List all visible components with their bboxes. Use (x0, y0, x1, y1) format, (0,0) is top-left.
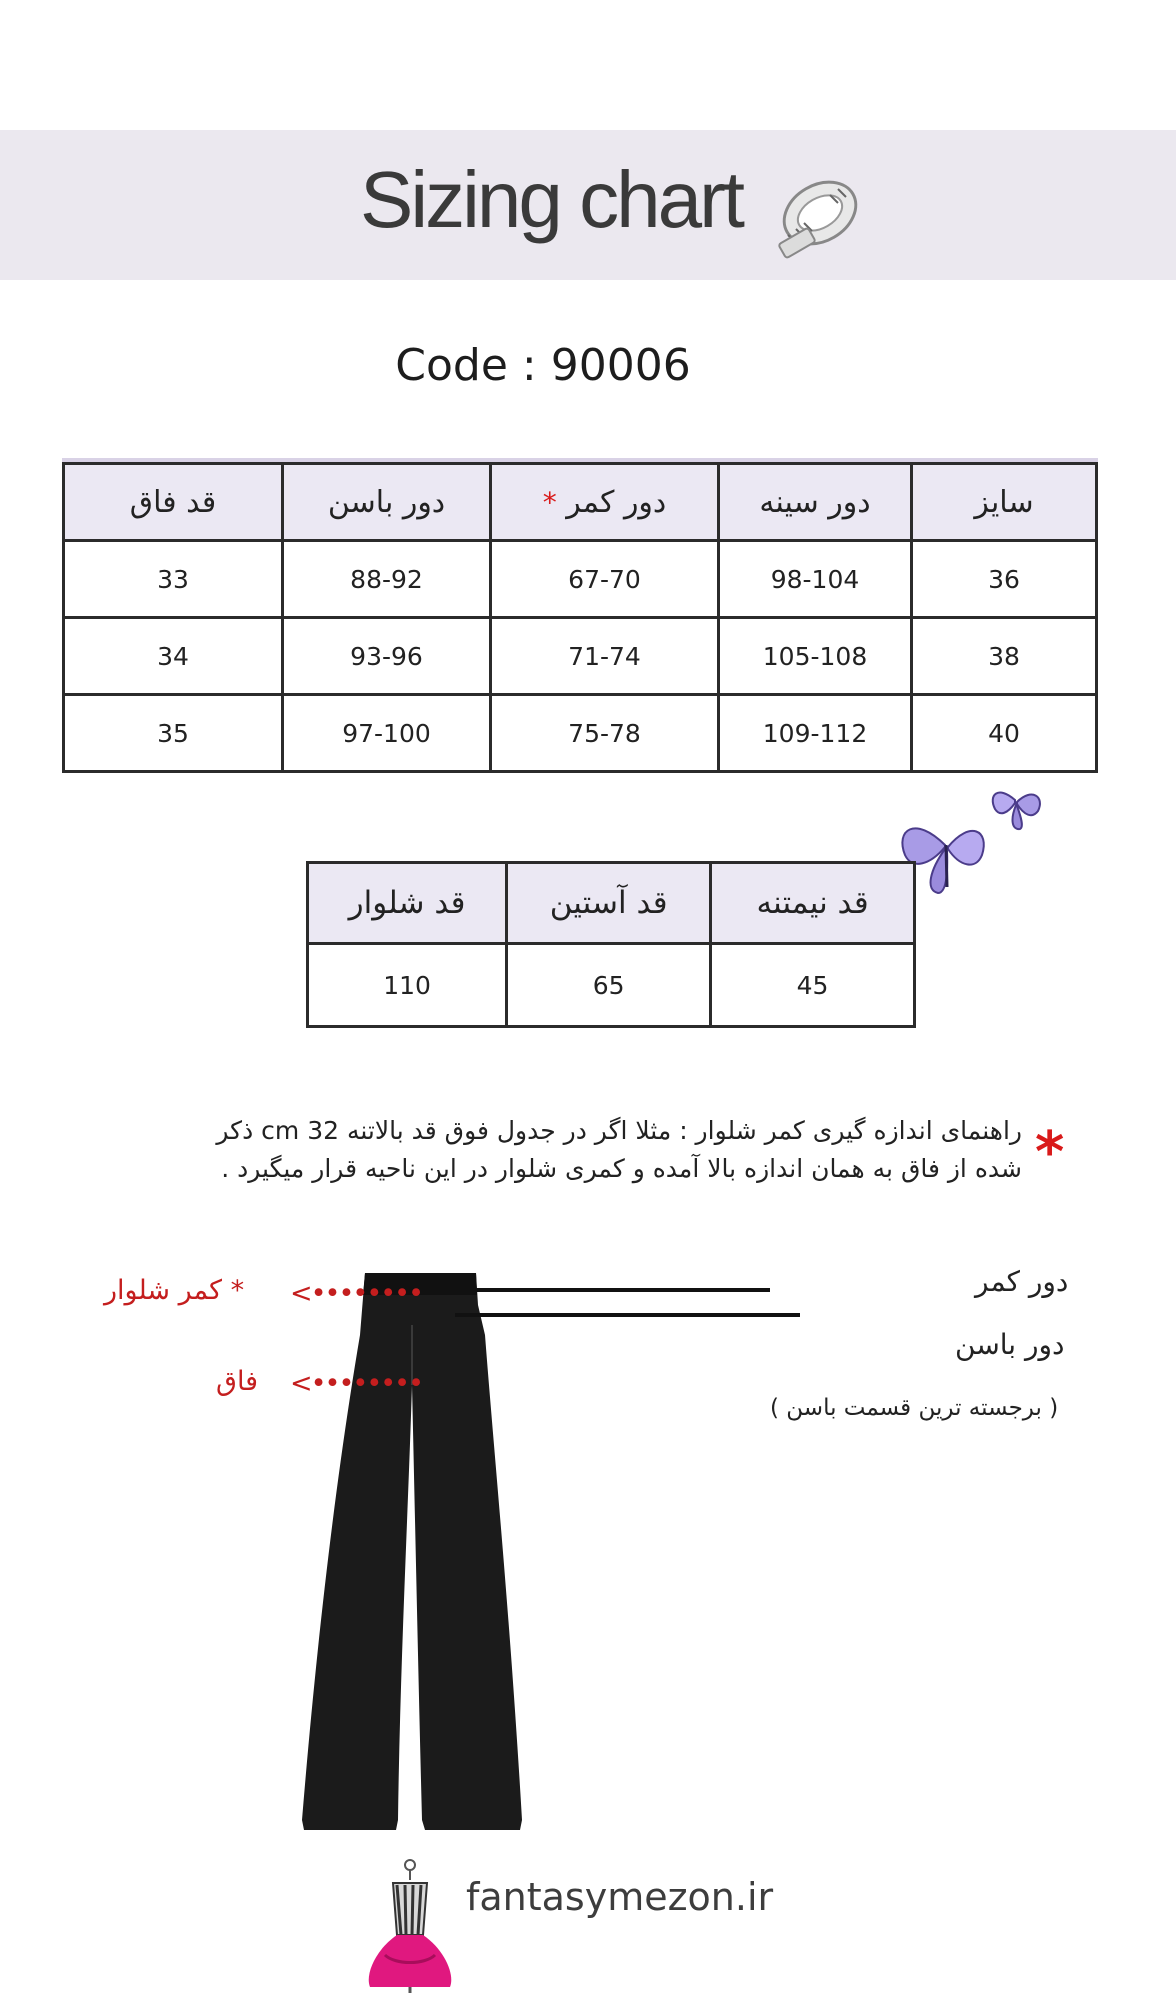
cell: 38 (912, 618, 1097, 695)
table-row (308, 944, 915, 1027)
cell: 34 (64, 618, 283, 695)
size-table-header-row (64, 464, 1097, 541)
header-chest: دور سینه (719, 464, 912, 541)
note-line-1: راهنمای اندازه گیری کمر شلوار : مثلا اگر در جدول فوق قد بالاتنه 32 cm ذکر (216, 1116, 1022, 1145)
waist-star: * (542, 485, 557, 519)
page-title: Sizing chart (360, 155, 742, 244)
measurement-note (100, 1112, 1022, 1188)
pants-waist-label: * کمر شلوار (104, 1275, 245, 1306)
cell: 109-112 (719, 695, 912, 772)
butterfly-small-icon (993, 793, 1040, 830)
hip-note: ( برجسته ترین قسمت باسن ) (770, 1395, 1059, 1421)
header-top-length: قد نیمتنه (711, 863, 915, 944)
cell: 98-104 (719, 541, 912, 618)
brand-link[interactable]: fantasymezon.ir (466, 1875, 774, 1919)
pants-waist-arrow: <•••••••• (290, 1278, 423, 1309)
cell: 88-92 (283, 541, 491, 618)
table-row (64, 618, 1097, 695)
note-line-2: شده از فاق به همان اندازه بالا آمده و کمری شلوار در این ناحیه قرار میگیرد . (221, 1154, 1022, 1183)
product-code: Code : 90006 (395, 340, 691, 391)
cell: 45 (711, 944, 915, 1027)
cell: 97-100 (283, 695, 491, 772)
length-table-header-row (308, 863, 915, 944)
cell: 35 (64, 695, 283, 772)
table-row (64, 541, 1097, 618)
cell: 67-70 (491, 541, 719, 618)
cell: 65 (507, 944, 711, 1027)
brand-logo (355, 1855, 465, 1995)
header-waist (491, 464, 719, 541)
cell: 105-108 (719, 618, 912, 695)
cell: 71-74 (491, 618, 719, 695)
header-waist-label: دور کمر (566, 484, 667, 520)
cell: 75-78 (491, 695, 719, 772)
crotch-label: فاق (216, 1366, 259, 1397)
measuring-tape-icon (770, 165, 870, 260)
size-table (62, 462, 1098, 773)
header-size: سایز (912, 464, 1097, 541)
length-table (306, 861, 916, 1028)
hip-label: دور باسن (955, 1328, 1065, 1361)
table-row (64, 695, 1097, 772)
pants-illustration (300, 1265, 820, 1845)
header-pants-length: قد شلوار (308, 863, 507, 944)
cell: 33 (64, 541, 283, 618)
crotch-arrow: <•••••••• (290, 1368, 423, 1399)
cell: 40 (912, 695, 1097, 772)
cell: 36 (912, 541, 1097, 618)
note-star: * (1035, 1120, 1065, 1185)
waist-label: دور کمر (975, 1265, 1069, 1298)
header-crotch-length: قد فاق (64, 464, 283, 541)
cell: 93-96 (283, 618, 491, 695)
header-sleeve-length: قد آستین (507, 863, 711, 944)
cell: 110 (308, 944, 507, 1027)
header-hip: دور باسن (283, 464, 491, 541)
